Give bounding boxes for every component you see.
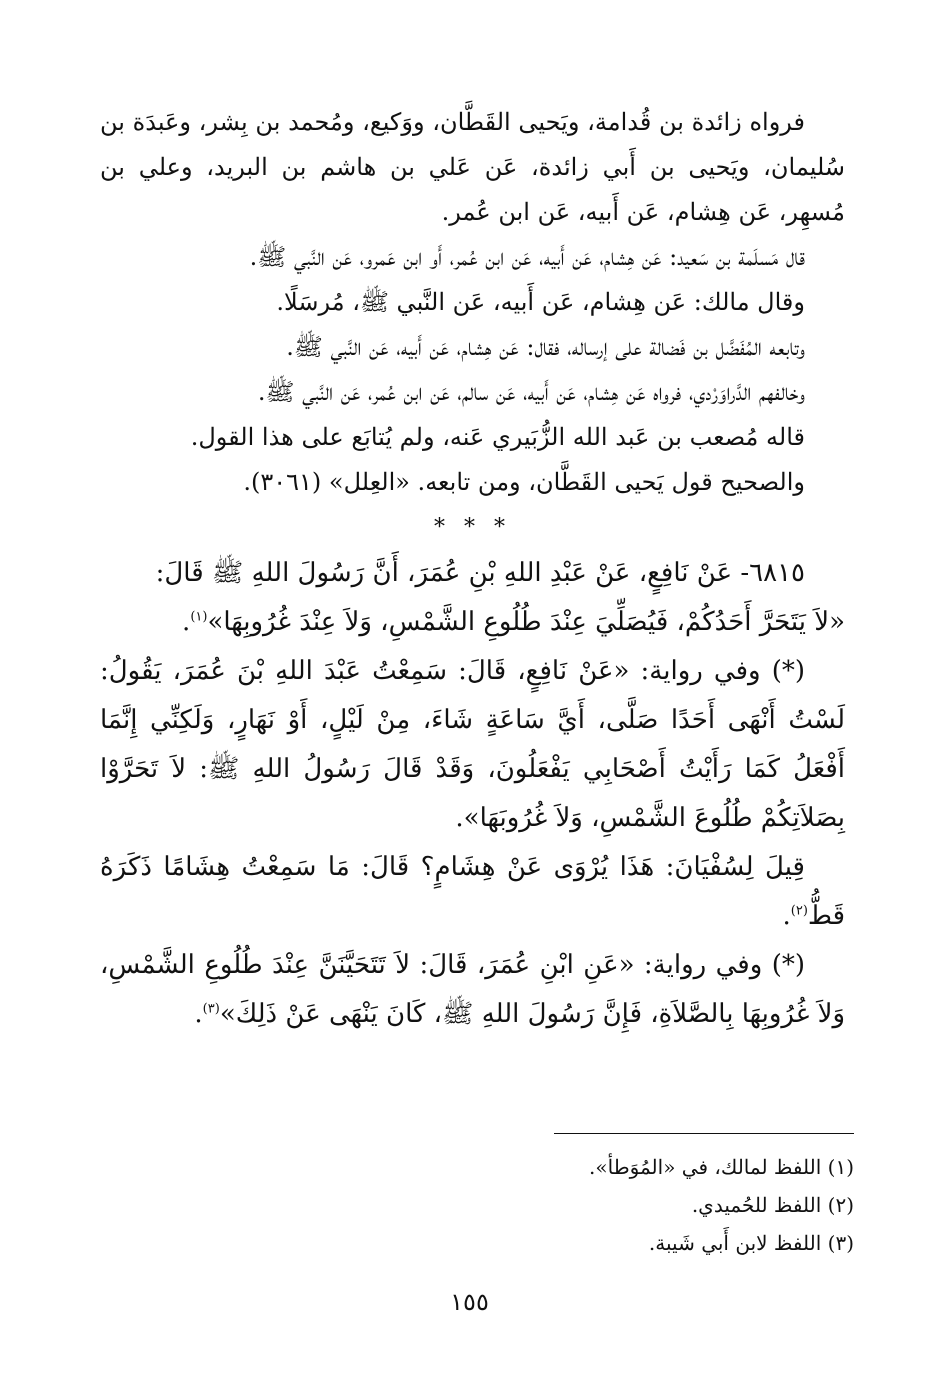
footnote-1: (١) اللفظ لمالك، في «المُوَطأ». bbox=[589, 1155, 854, 1179]
paragraph-2: قال مَسلَمة بن سَعيد: عَن هِشام، عَن أَبيه، عَن ابن عُمر، أَو ابن عَمرو، عَن النَّبي ﷺ. bbox=[249, 243, 805, 271]
hadith-text: «لاَ يَتَحَرَّ أَحَدُكُمْ، فَيُصَلِّيَ عِنْدَ طُلُوعِ الشَّمْسِ، وَلاَ عِنْدَ غُرُوبِهَا»$^{(١)}$. bbox=[182, 607, 845, 637]
paragraph-1: فرواه زائدة بن قُدامة، ويَحيى القَطَّان، ووَكيع، ومُحمد بن بِشر، وعَبدَة بن سُليمان، ويَحيى بن أَبي زائدة، عَن عَلي بن هاشم بن البريد، وعلي بن مُسهِر، عَن هِشام، عَن أَبيه، عَن ابن عُمر. bbox=[100, 108, 845, 226]
riwaya-2-end: . bbox=[194, 999, 203, 1029]
footnote-ref-3: (٣) bbox=[202, 1001, 220, 1017]
riwaya-1: (*) وفي رواية: «عَنْ نَافِعٍ، قَالَ: سَمِعْتُ عَبْدَ اللهِ بْنَ عُمَرَ، يَقُولُ: لَسْتُ أَنْهَى أَحَدًا صَلَّى، أَيَّ سَاعَةٍ شَاءَ، مِنْ لَيْلٍ، أَوْ نَهَارٍ، وَلَكِنِّي إِنَّمَا أَفْعَلُ كَمَا رَأَيْتُ أَصْحَابِي يَفْعَلُونَ، وَقَدْ قَالَ رَسُولُ اللهِ ﷺ: لاَ تَحَرَّوْا بِصَلاَتِكُمْ طُلُوعَ الشَّمْسِ، وَلاَ غُرُوبَهَا». bbox=[100, 656, 845, 833]
footnote-2: (٢) اللفظ للحُميدي. bbox=[691, 1193, 854, 1217]
riwaya-2-text: (*) وفي رواية: «عَنِ ابْنِ عُمَرَ، قَالَ: لاَ تَتَحَيَّنَنَّ عِنْدَ طُلُوعِ الشَّمْسِ، وَلاَ غُرُوبِهَا بِالصَّلاَةِ، فَإِنَّ رَسُولَ اللهِ ﷺ، كَانَ يَنْهَى عَنْ ذَلِكَ» bbox=[100, 950, 845, 1029]
paragraph-4: وتابعه المُفَضَّل بن فَضالة على إرساله، فقال: عَن هِشام، عَن أَبيه، عَن النَّبي ﷺ. bbox=[286, 333, 805, 361]
section-separator: * * * bbox=[434, 515, 511, 540]
paragraph-7: والصحيح قول يَحيى القَطَّان، ومن تابعه. «العِلل» (٣٠٦١). bbox=[243, 468, 805, 496]
riwaya-2 bbox=[100, 941, 845, 1039]
footnotes bbox=[109, 1148, 854, 1262]
page-body bbox=[100, 100, 845, 1039]
qila-paragraph bbox=[100, 843, 845, 941]
hadith-matn: «لاَ يَتَحَرَّ أَحَدُكُمْ، فَيُصَلِّيَ عِنْدَ طُلُوعِ الشَّمْسِ، وَلاَ عِنْدَ غُرُوبِهَا» bbox=[207, 607, 845, 637]
page-number: ١٥٥ bbox=[450, 1288, 489, 1316]
footnote-ref-2: (٢) bbox=[790, 903, 808, 919]
paragraph-5: وخالفهم الدَّراوَرْدي، فرواه عَن هِشام، عَن أَبيه، عَن سالم، عَن ابن عُمر، عَن النَّبي ﷺ. bbox=[257, 378, 805, 406]
paragraph-3: وقال مالك: عَن هِشام، عَن أَبيه، عَن النَّبي ﷺ، مُرسَلًا. bbox=[276, 288, 805, 316]
hadith-intro: ٦٨١٥- عَنْ نَافِعٍ، عَنْ عَبْدِ اللهِ بْنِ عُمَرَ، أَنَّ رَسُولَ اللهِ ﷺ قَالَ: bbox=[155, 558, 805, 588]
footnote-divider bbox=[554, 1133, 854, 1134]
footnote-ref-1: (١) bbox=[190, 609, 208, 625]
qila-text: قِيلَ لِسُفْيَانَ: هَذَا يُرْوَى عَنْ هِشَامٍ؟ قَالَ: مَا سَمِعْتُ هِشَامًا ذَكَرَهُ قَطُّ bbox=[100, 852, 845, 931]
footnote-3: (٣) اللفظ لابن أَبي شَيبة. bbox=[648, 1231, 854, 1255]
paragraph-6: قاله مُصعب بن عَبد الله الزُّبَيري عَنه، ولم يُتابَع على هذا القول. bbox=[190, 423, 805, 451]
qila-end: . bbox=[782, 901, 791, 931]
